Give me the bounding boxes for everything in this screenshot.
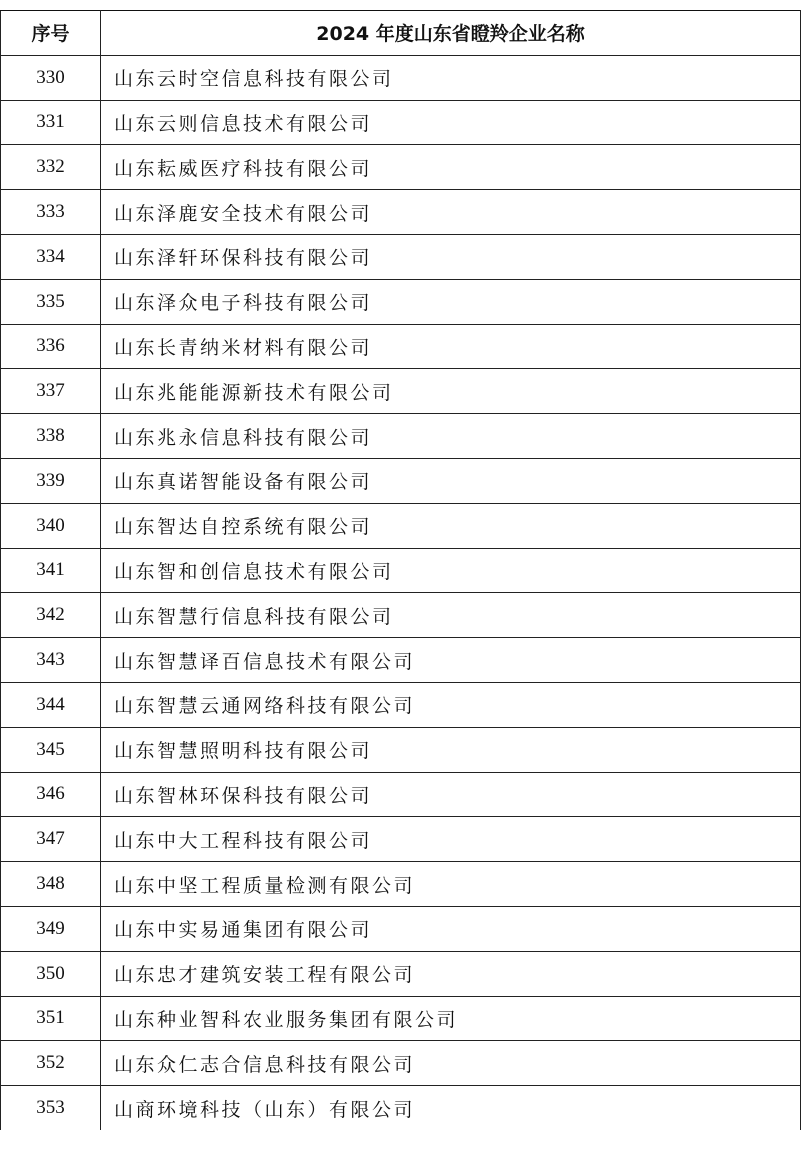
table-row (1, 145, 801, 190)
row-number: 348 (1, 862, 101, 907)
table-row (1, 100, 801, 145)
company-name: 山东兆能能源新技术有限公司 (101, 369, 801, 414)
row-number: 338 (1, 414, 101, 459)
row-number: 335 (1, 279, 101, 324)
row-number: 352 (1, 1041, 101, 1086)
company-name: 山东云则信息技术有限公司 (101, 100, 801, 145)
table-row (1, 503, 801, 548)
table-row (1, 951, 801, 996)
row-number: 343 (1, 638, 101, 683)
row-number: 333 (1, 190, 101, 235)
table-row (1, 862, 801, 907)
company-name: 山东云时空信息科技有限公司 (101, 55, 801, 100)
table-row (1, 906, 801, 951)
row-number: 345 (1, 727, 101, 772)
table-row (1, 55, 801, 100)
table-row (1, 638, 801, 683)
table-row (1, 369, 801, 414)
company-name: 山东智和创信息技术有限公司 (101, 548, 801, 593)
header-name: 2024 年度山东省瞪羚企业名称 (101, 11, 801, 56)
row-number: 330 (1, 55, 101, 100)
row-number: 331 (1, 100, 101, 145)
row-number: 351 (1, 996, 101, 1041)
company-name: 山东中坚工程质量检测有限公司 (101, 862, 801, 907)
company-name: 山商环境科技（山东）有限公司 (101, 1086, 801, 1131)
row-number: 340 (1, 503, 101, 548)
company-name: 山东智慧云通网络科技有限公司 (101, 682, 801, 727)
table-row (1, 458, 801, 503)
table-row (1, 548, 801, 593)
table-row (1, 996, 801, 1041)
company-name: 山东泽众电子科技有限公司 (101, 279, 801, 324)
row-number: 337 (1, 369, 101, 414)
company-name: 山东智慧译百信息技术有限公司 (101, 638, 801, 683)
company-name: 山东智慧照明科技有限公司 (101, 727, 801, 772)
table-row (1, 1041, 801, 1086)
row-number: 350 (1, 951, 101, 996)
table-row (1, 593, 801, 638)
table-row (1, 324, 801, 369)
enterprise-table (0, 10, 801, 1130)
table-row (1, 414, 801, 459)
table-header-row (1, 11, 801, 56)
company-name: 山东兆永信息科技有限公司 (101, 414, 801, 459)
row-number: 353 (1, 1086, 101, 1131)
company-name: 山东智慧行信息科技有限公司 (101, 593, 801, 638)
company-name: 山东长青纳米材料有限公司 (101, 324, 801, 369)
company-name: 山东智林环保科技有限公司 (101, 772, 801, 817)
company-name: 山东泽鹿安全技术有限公司 (101, 190, 801, 235)
row-number: 344 (1, 682, 101, 727)
row-number: 347 (1, 817, 101, 862)
table-row (1, 727, 801, 772)
row-number: 334 (1, 234, 101, 279)
company-name: 山东泽轩环保科技有限公司 (101, 234, 801, 279)
company-name: 山东智达自控系统有限公司 (101, 503, 801, 548)
company-name: 山东中大工程科技有限公司 (101, 817, 801, 862)
table-row (1, 817, 801, 862)
table-row (1, 234, 801, 279)
company-name: 山东中实易通集团有限公司 (101, 906, 801, 951)
table-row (1, 682, 801, 727)
row-number: 346 (1, 772, 101, 817)
row-number: 336 (1, 324, 101, 369)
table-row (1, 772, 801, 817)
company-name: 山东真诺智能设备有限公司 (101, 458, 801, 503)
table-row (1, 279, 801, 324)
row-number: 332 (1, 145, 101, 190)
company-name: 山东种业智科农业服务集团有限公司 (101, 996, 801, 1041)
company-name: 山东耘威医疗科技有限公司 (101, 145, 801, 190)
table-row (1, 190, 801, 235)
company-name: 山东众仁志合信息科技有限公司 (101, 1041, 801, 1086)
row-number: 349 (1, 906, 101, 951)
table-row (1, 1086, 801, 1131)
row-number: 339 (1, 458, 101, 503)
row-number: 342 (1, 593, 101, 638)
row-number: 341 (1, 548, 101, 593)
header-index: 序号 (1, 11, 101, 56)
company-name: 山东忠才建筑安装工程有限公司 (101, 951, 801, 996)
